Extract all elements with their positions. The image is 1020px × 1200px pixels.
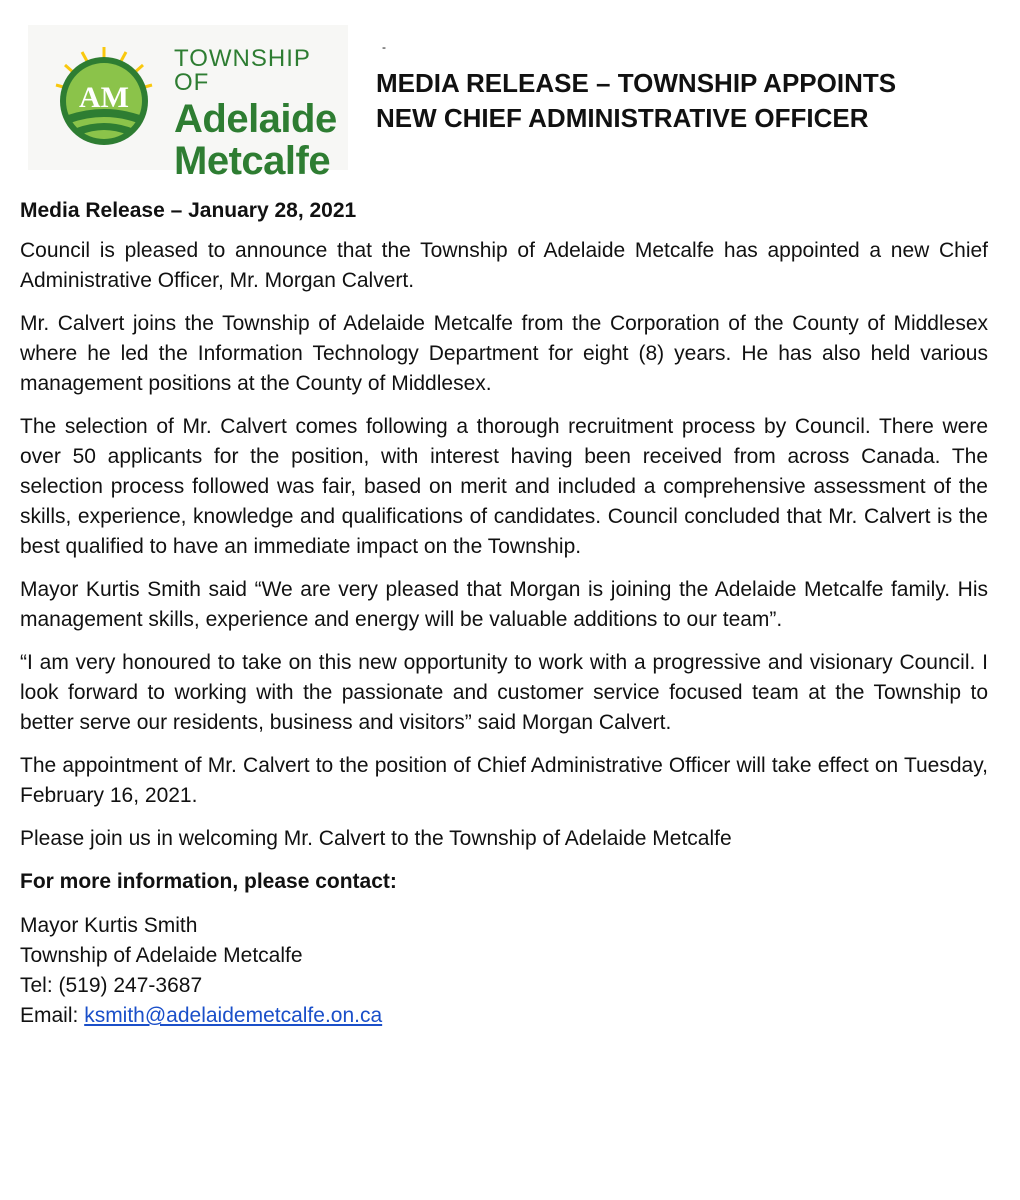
contact-email-line	[20, 1001, 988, 1031]
logo-metcalfe: Metcalfe	[174, 139, 331, 183]
paragraph-mayor-quote: Mayor Kurtis Smith said “We are very pleased that Morgan is joining the Adelaide Metcalfe family. His management skills, experience and energy will be valuable additions to our team”.	[20, 578, 988, 631]
logo-wordmark	[174, 47, 348, 181]
page-title-line-1: MEDIA RELEASE – TOWNSHIP APPOINTS	[376, 68, 897, 98]
logo-township-of: TOWNSHIP OF	[174, 45, 311, 96]
township-logo	[28, 25, 348, 183]
paragraph-selection: The selection of Mr. Calvert comes following a thorough recruitment process by Council. There were over 50 applicants for the position, with interest having been received from across Canada. The selection process followed was fair, based on merit and included a comprehensive assessment of the skills, experience, knowledge and qualifications of candidates. Council concluded that Mr. Calvert is the best qualified to have an immediate impact on the Township.	[20, 415, 988, 558]
paragraph-background: Mr. Calvert joins the Township of Adelaide Metcalfe from the Corporation of the County of Middlesex where he led the Information Technology Department for eight (8) years. He has also held various management positions at the County of Middlesex.	[20, 312, 988, 395]
contact-tel: Tel: (519) 247-3687	[20, 974, 203, 997]
emblem-initials: AM	[79, 81, 129, 114]
paragraph-welcome: Please join us in welcoming Mr. Calvert to the Township of Adelaide Metcalfe	[20, 827, 732, 850]
contact-email-link[interactable]: ksmith@adelaidemetcalfe.on.ca	[84, 1004, 383, 1027]
paragraph-calvert-quote: “I am very honoured to take on this new opportunity to work with a progressive and visionary Council. I look forward to working with the passionate and customer service focused team at the Township to better serve our residents, business and visitors” said Morgan Calvert.	[20, 651, 988, 734]
contact-block	[20, 911, 988, 1031]
page-title-line-2: NEW CHIEF ADMINISTRATIVE OFFICER	[376, 103, 869, 133]
header-mark: -	[382, 40, 386, 54]
document-header	[0, 0, 1020, 183]
contact-email-label: Email:	[20, 1004, 85, 1027]
township-emblem-icon	[52, 45, 156, 149]
paragraph-effective-date: The appointment of Mr. Calvert to the position of Chief Administrative Officer will take effect on Tuesday, February 16, 2021.	[20, 754, 988, 807]
contact-name: Mayor Kurtis Smith	[20, 914, 198, 937]
document-body	[20, 196, 988, 1031]
release-date: Media Release – January 28, 2021	[20, 199, 357, 222]
contact-org: Township of Adelaide Metcalfe	[20, 944, 303, 967]
contact-heading: For more information, please contact:	[20, 870, 397, 893]
page-title	[376, 66, 996, 136]
logo-adelaide: Adelaide	[174, 97, 337, 141]
paragraph-announcement: Council is pleased to announce that the Township of Adelaide Metcalfe has appointed a new Chief Administrative Officer, Mr. Morgan Calvert.	[20, 239, 988, 292]
